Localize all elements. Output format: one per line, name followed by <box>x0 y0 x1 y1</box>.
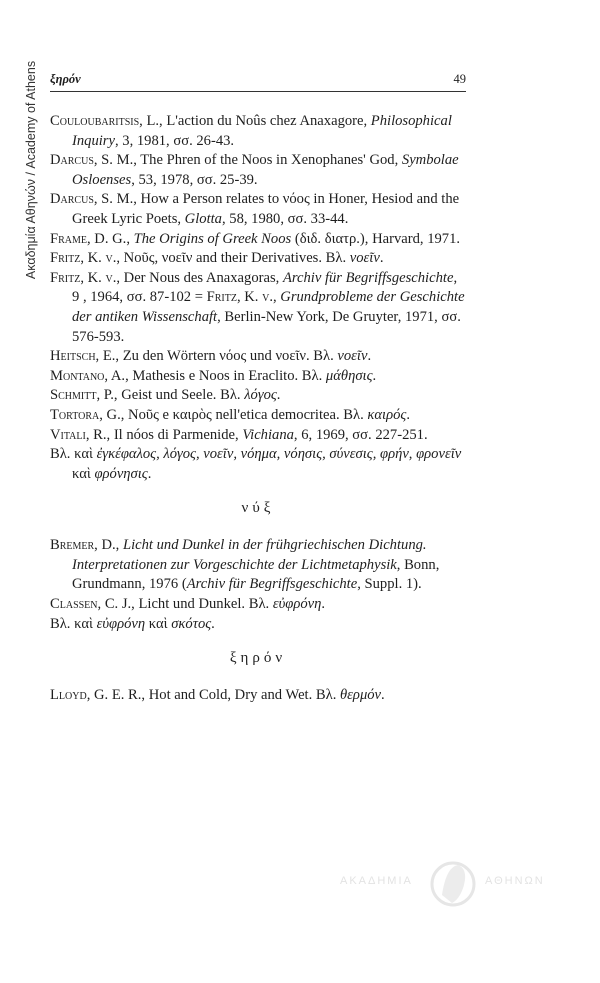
bib-entry <box>50 386 466 406</box>
entry-details: . <box>381 687 385 704</box>
entry-text: The Phren of the Noos in Xenophanes' God, <box>136 152 402 169</box>
journal: Philosophical Inquiry <box>72 113 452 149</box>
author: Couloubaritsis, L., <box>50 113 163 129</box>
journal: Archiv für Begriffsgeschichte <box>282 269 454 286</box>
author: Schmitt, P., <box>50 387 118 404</box>
entry-details: . <box>406 406 410 423</box>
section-heading: νύξ <box>241 500 275 517</box>
see-also <box>50 445 466 484</box>
author: Tortora, G., <box>50 406 125 423</box>
entry-text: Hot and Cold, Dry and Wet. Βλ. <box>145 687 341 704</box>
entry-text: Der Nous des Anaxagoras, <box>120 269 283 286</box>
entry-text: Νοῦς, νοεῖν and their Derivatives. Βλ. <box>120 250 350 267</box>
bibliography <box>50 112 466 706</box>
book-title: Licht und Dunkel in der frühgriechischen Dichtung. Interpretationen zur Vorgeschichte der Lichtmetaphysik <box>72 537 427 573</box>
author: Frame, D. G., <box>50 230 130 247</box>
bib-entry <box>50 686 466 706</box>
see-also <box>50 615 466 635</box>
cross-ref: μάθησις <box>325 367 373 384</box>
page-number: 49 <box>453 72 466 86</box>
bib-entry <box>50 595 466 615</box>
entry-details: , 6, 1969, σσ. 227-251. <box>293 426 428 443</box>
see-also-prefix: Βλ. καὶ <box>50 615 97 632</box>
journal: The Origins of Greek Noos <box>133 230 292 247</box>
see-also-end: . <box>211 615 215 632</box>
author: Lloyd, G. E. R., <box>50 687 146 704</box>
entry-details: , Bonn, Grundmann, 1976 ( <box>72 556 440 593</box>
author: Classen, C. J., <box>50 596 135 613</box>
see-also-conj: καὶ <box>145 615 172 632</box>
bib-entry <box>50 151 466 190</box>
author: Fritz, K. v., <box>206 289 277 306</box>
bib-entry <box>50 230 466 250</box>
see-also-end: . <box>147 465 152 482</box>
author: Fritz, K. v., <box>50 250 120 267</box>
see-also-last: σκότος <box>171 615 212 632</box>
bib-entry <box>50 406 466 426</box>
entry-details: , Suppl. 1). <box>357 576 422 593</box>
bib-entry <box>50 269 466 347</box>
author: Darcus, S. M., <box>50 191 137 208</box>
cross-ref: καιρός <box>367 406 407 423</box>
bib-entry <box>50 367 466 387</box>
running-head <box>50 72 466 87</box>
bib-entry <box>50 249 466 269</box>
bib-entry <box>50 190 466 229</box>
entry-details: , 9 , 1964, σσ. 87-102 = <box>72 269 458 306</box>
author: Heitsch, E., <box>50 348 120 365</box>
cross-ref: λόγος <box>244 387 277 404</box>
bib-entry <box>50 426 466 446</box>
entry-text: Zu den Wörtern νόος und νοεῖν. Βλ. <box>119 348 338 365</box>
entry-text: Mathesis e Noos in Eraclito. Βλ. <box>128 367 326 384</box>
journal: Glotta <box>184 210 222 227</box>
entry-details: . <box>276 387 281 404</box>
bib-entry <box>50 347 466 367</box>
bib-entry <box>50 536 466 595</box>
entry-details: , Berlin-New York, De Gruyter, 1971, σσ. 576-593. <box>72 308 461 345</box>
entry-text: Il nóos di Parmenide, <box>110 426 243 443</box>
header-rule <box>50 91 466 92</box>
author: Fritz, K. v., <box>50 269 120 286</box>
see-also-last: φρόνησις <box>94 465 148 482</box>
entry-details: . <box>321 596 326 613</box>
entry-text: Licht und Dunkel. Βλ. <box>134 596 273 613</box>
entry-details: . <box>367 348 372 365</box>
watermark-text-right: ΑΘΗΝΩΝ <box>485 875 545 887</box>
series-title: Archiv für Begriffsgeschichte <box>186 576 358 593</box>
academy-watermark <box>340 855 560 915</box>
athena-head-icon <box>428 855 478 913</box>
see-also-conj: καὶ <box>72 465 95 482</box>
author: Montano, A., <box>50 367 129 384</box>
see-also-prefix: Βλ. καὶ <box>50 446 97 463</box>
entry-text: Geist und Seele. Βλ. <box>117 387 245 404</box>
cross-ref: θερμόν <box>340 687 382 704</box>
entry-details: . <box>372 367 377 384</box>
see-also-terms: εὐφρόνη <box>96 615 146 632</box>
author: Darcus, S. M., <box>50 152 137 169</box>
entry-text: L'action du Noûs chez Anaxagore, <box>162 113 371 129</box>
running-head-title: ξηρόν <box>50 72 81 86</box>
cross-ref: νοεῖν <box>337 348 368 365</box>
bib-entry <box>50 112 466 151</box>
entry-details: . <box>379 250 384 267</box>
entry-details: (διδ. διατρ.), Harvard, 1971. <box>291 230 461 247</box>
cross-ref: νοεῖν <box>349 250 380 267</box>
journal: Vichiana <box>242 426 294 443</box>
side-note: Ακαδημία Αθηνών / Academy of Athens <box>24 60 38 280</box>
entry-details: , 53, 1978, σσ. 25-39. <box>131 171 258 188</box>
author: Bremer, D., <box>50 537 120 554</box>
author: Vitali, R., <box>50 426 111 443</box>
cross-ref: εὐφρόνη <box>272 596 322 613</box>
see-also-terms: ἐγκέφαλος, λόγος, νοεῖν, νόημα, νόησις, σύνεσις, φρήν, φρονεῖν <box>96 446 462 463</box>
entry-details: , 58, 1980, σσ. 33-44. <box>221 210 349 227</box>
entry-text: How a Person relates to νόος in Honer, Hesiod and the Greek Lyric Poets, <box>72 191 460 227</box>
section-heading: ξηρόν <box>229 650 287 667</box>
entry-text: Νοῦς e καιρὸς nell'etica democritea. Βλ. <box>124 406 368 423</box>
entry-details: , 3, 1981, σσ. 26-43. <box>114 132 235 149</box>
journal: Symbolae Osloenses <box>72 152 459 188</box>
book-title: Grundprobleme der Geschichte der antiken Wissenschaft <box>72 289 465 325</box>
watermark-text-left: ΑΚΑΔΗΜΙΑ <box>340 875 413 887</box>
